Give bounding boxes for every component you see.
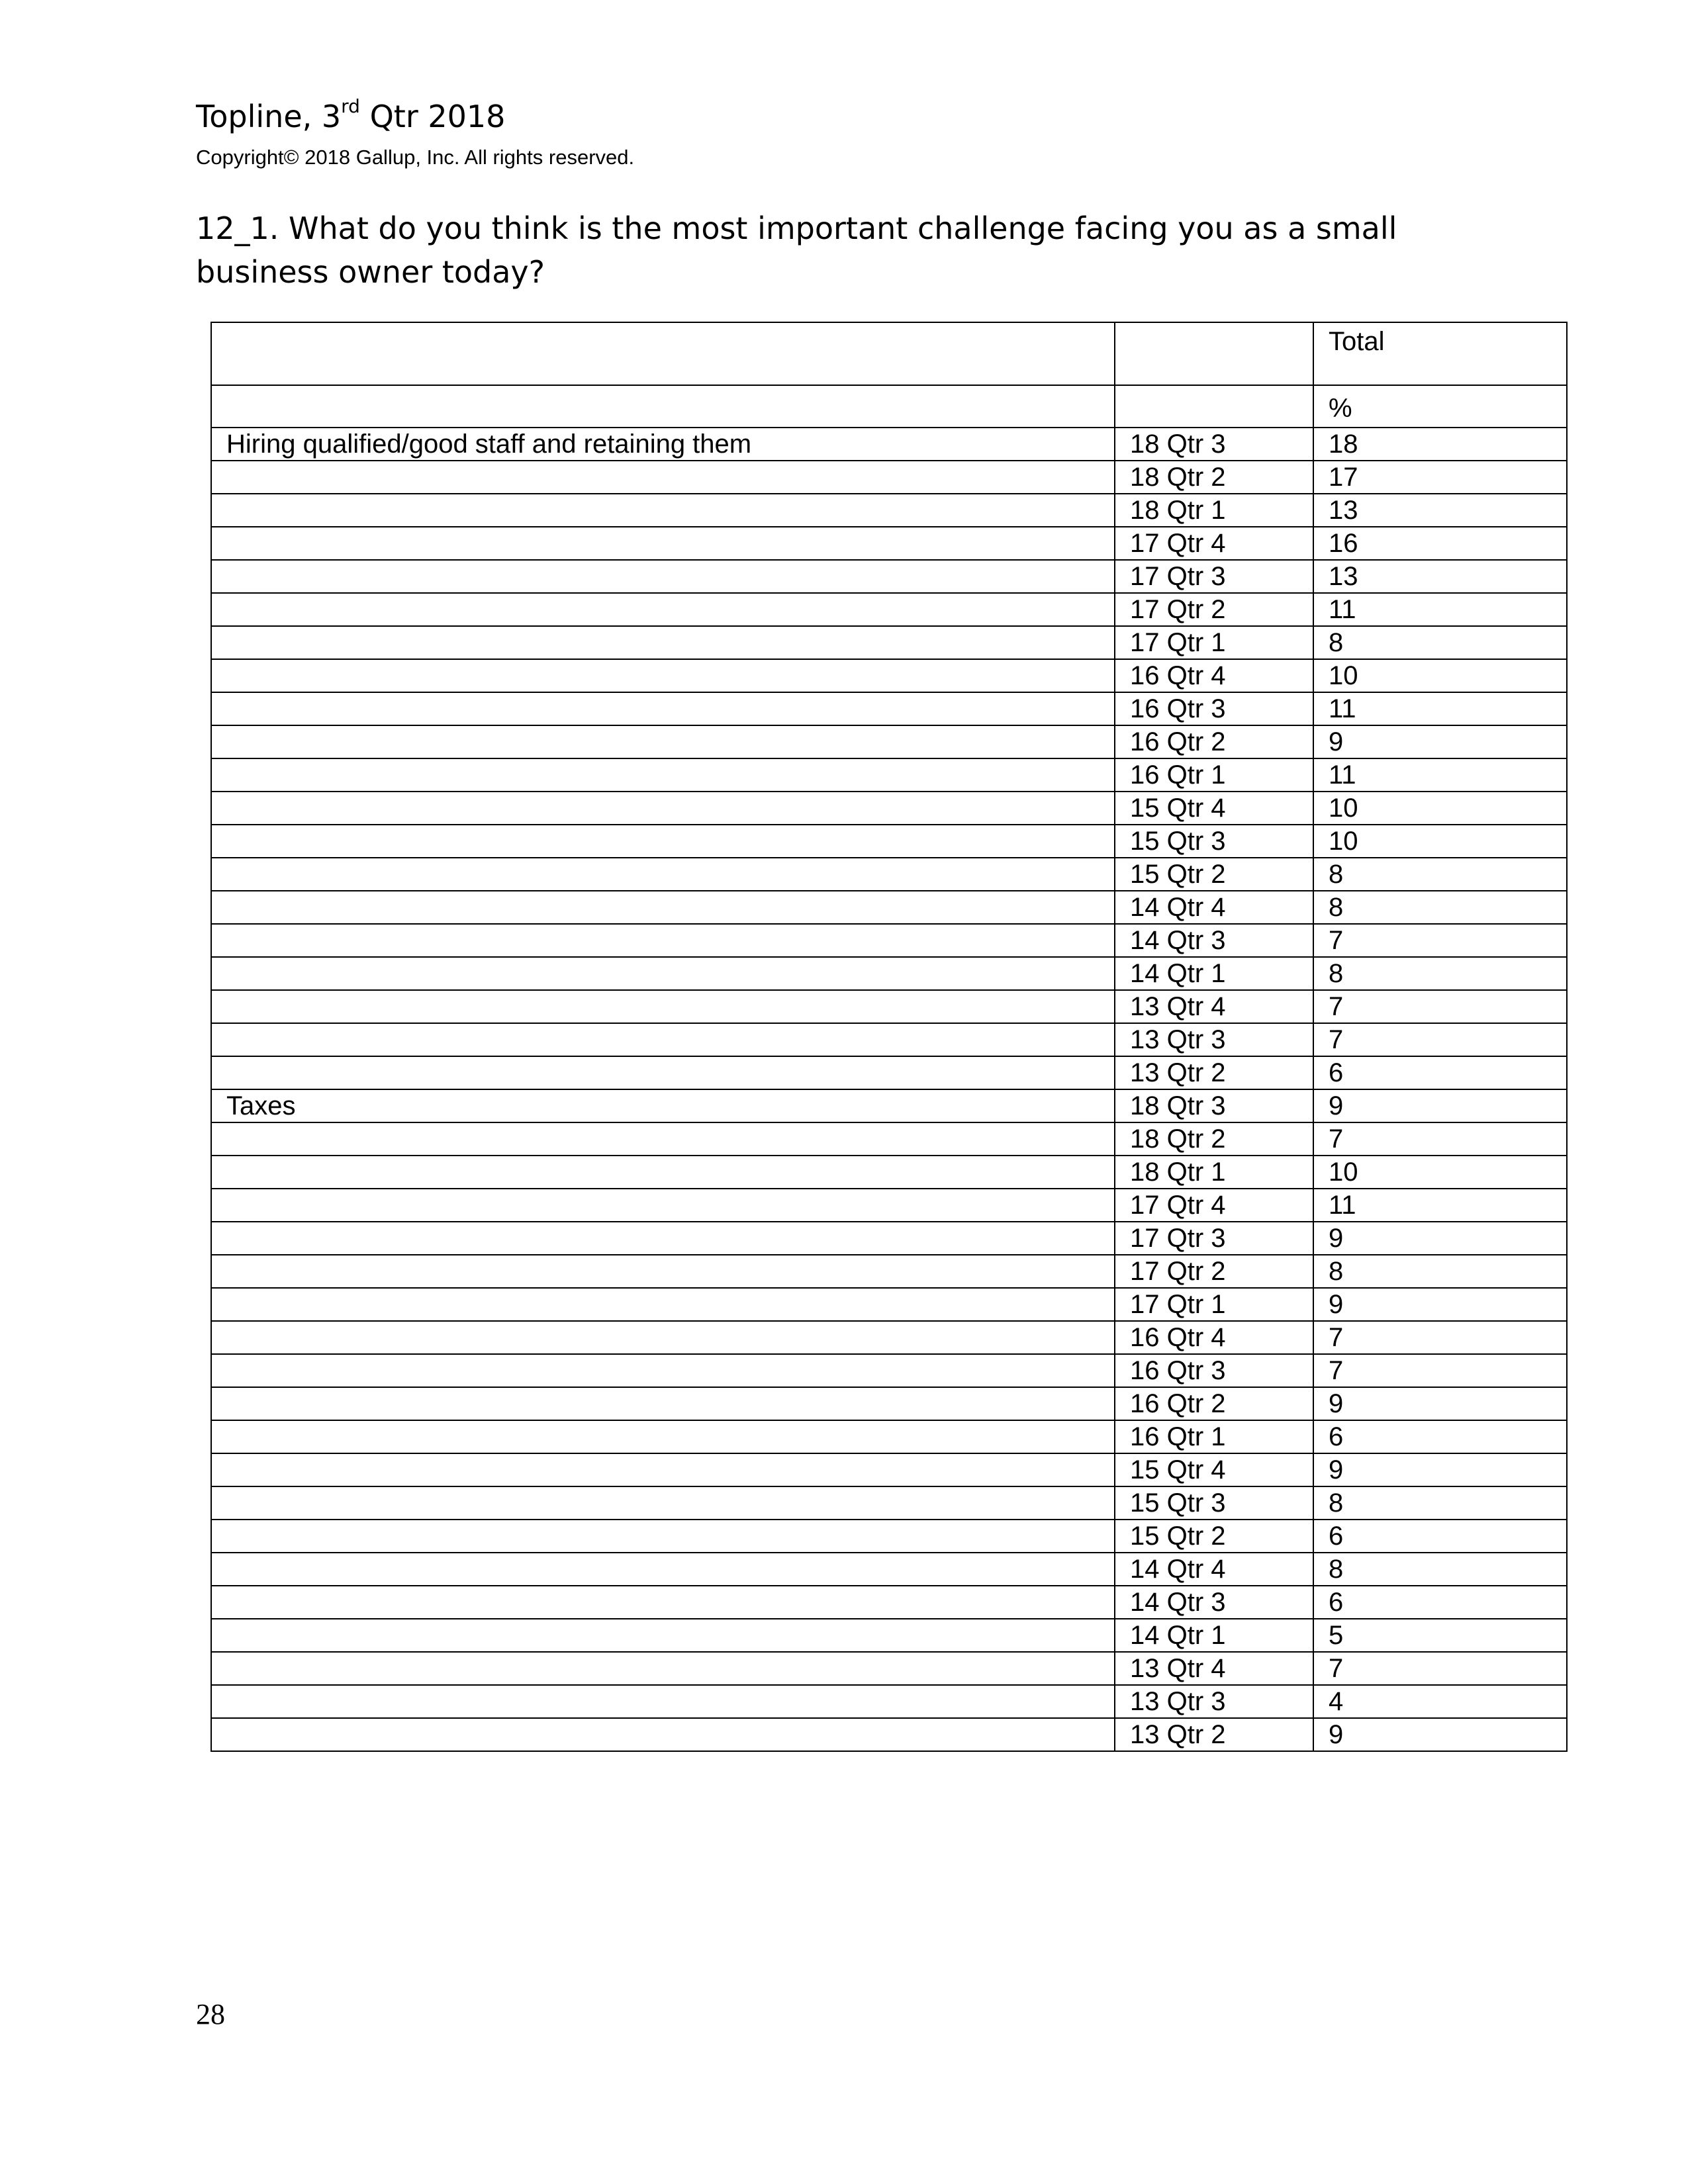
period-cell: 17 Qtr 3 — [1115, 560, 1313, 593]
title-superscript: rd — [341, 95, 360, 117]
percent-cell: 18 — [1313, 428, 1567, 461]
table-row — [211, 1089, 1567, 1122]
results-table-body — [211, 322, 1567, 1751]
period-cell: 13 Qtr 4 — [1115, 1652, 1313, 1685]
period-cell: 16 Qtr 4 — [1115, 659, 1313, 692]
percent-cell: 16 — [1313, 527, 1567, 560]
table-row — [211, 924, 1567, 957]
percent-cell: 9 — [1313, 1288, 1567, 1321]
category-label-empty — [211, 1520, 1115, 1553]
period-cell: 17 Qtr 1 — [1115, 1288, 1313, 1321]
period-cell: 14 Qtr 1 — [1115, 1619, 1313, 1652]
table-unit-row — [211, 385, 1567, 428]
category-label-empty — [211, 1288, 1115, 1321]
table-row — [211, 1586, 1567, 1619]
percent-cell: 10 — [1313, 659, 1567, 692]
percent-cell: 10 — [1313, 792, 1567, 825]
percent-cell: 6 — [1313, 1056, 1567, 1089]
category-label-empty — [211, 1619, 1115, 1652]
category-label-empty — [211, 1156, 1115, 1189]
percent-cell: 4 — [1313, 1685, 1567, 1718]
percent-cell: 8 — [1313, 1486, 1567, 1520]
period-cell: 14 Qtr 1 — [1115, 957, 1313, 990]
period-cell: 16 Qtr 1 — [1115, 1420, 1313, 1453]
category-label-empty — [211, 1685, 1115, 1718]
table-row — [211, 1156, 1567, 1189]
category-label-empty — [211, 1321, 1115, 1354]
category-label-empty — [211, 758, 1115, 792]
table-row — [211, 626, 1567, 659]
category-label-empty — [211, 659, 1115, 692]
table-row — [211, 1222, 1567, 1255]
category-label-empty — [211, 593, 1115, 626]
period-cell: 17 Qtr 2 — [1115, 1255, 1313, 1288]
category-label-empty — [211, 1387, 1115, 1420]
category-label-empty — [211, 891, 1115, 924]
category-label-empty — [211, 560, 1115, 593]
unit-header: % — [1313, 385, 1567, 428]
table-row — [211, 858, 1567, 891]
percent-cell: 8 — [1313, 626, 1567, 659]
category-label-empty — [211, 1255, 1115, 1288]
category-label-empty — [211, 1652, 1115, 1685]
period-cell: 14 Qtr 3 — [1115, 1586, 1313, 1619]
header-empty-cell — [211, 385, 1115, 428]
category-label-empty — [211, 1189, 1115, 1222]
percent-cell: 8 — [1313, 858, 1567, 891]
category-label-empty — [211, 1718, 1115, 1751]
page-number: 28 — [196, 1998, 225, 2030]
category-label-empty — [211, 1486, 1115, 1520]
percent-cell: 8 — [1313, 1553, 1567, 1586]
period-cell: 16 Qtr 3 — [1115, 692, 1313, 725]
category-label-empty — [211, 990, 1115, 1023]
period-cell: 18 Qtr 1 — [1115, 1156, 1313, 1189]
percent-cell: 11 — [1313, 593, 1567, 626]
period-cell: 16 Qtr 3 — [1115, 1354, 1313, 1387]
percent-cell: 13 — [1313, 560, 1567, 593]
percent-cell: 17 — [1313, 461, 1567, 494]
percent-cell: 8 — [1313, 1255, 1567, 1288]
period-cell: 15 Qtr 4 — [1115, 792, 1313, 825]
percent-cell: 9 — [1313, 1222, 1567, 1255]
table-row — [211, 494, 1567, 527]
percent-cell: 6 — [1313, 1586, 1567, 1619]
category-label-empty — [211, 1553, 1115, 1586]
percent-cell: 10 — [1313, 1156, 1567, 1189]
period-cell: 18 Qtr 1 — [1115, 494, 1313, 527]
table-row — [211, 1652, 1567, 1685]
period-cell: 18 Qtr 3 — [1115, 1089, 1313, 1122]
table-row — [211, 1023, 1567, 1056]
category-label-empty — [211, 1222, 1115, 1255]
percent-cell: 7 — [1313, 990, 1567, 1023]
period-cell: 13 Qtr 3 — [1115, 1685, 1313, 1718]
period-cell: 16 Qtr 2 — [1115, 1387, 1313, 1420]
table-row — [211, 1420, 1567, 1453]
table-row — [211, 792, 1567, 825]
table-row — [211, 560, 1567, 593]
period-cell: 13 Qtr 2 — [1115, 1718, 1313, 1751]
period-cell: 15 Qtr 4 — [1115, 1453, 1313, 1486]
period-cell: 15 Qtr 2 — [1115, 1520, 1313, 1553]
table-row — [211, 1718, 1567, 1751]
table-row — [211, 1056, 1567, 1089]
header-empty-cell — [1115, 322, 1313, 385]
period-cell: 14 Qtr 4 — [1115, 891, 1313, 924]
table-row — [211, 725, 1567, 758]
percent-cell: 11 — [1313, 692, 1567, 725]
category-label-empty — [211, 527, 1115, 560]
period-cell: 14 Qtr 4 — [1115, 1553, 1313, 1586]
results-table — [211, 322, 1568, 1752]
table-row — [211, 758, 1567, 792]
category-label-empty — [211, 626, 1115, 659]
period-cell: 18 Qtr 2 — [1115, 1122, 1313, 1156]
category-label-empty — [211, 494, 1115, 527]
period-cell: 15 Qtr 3 — [1115, 1486, 1313, 1520]
document-title — [196, 95, 506, 135]
title-prefix: Topline, 3 — [196, 99, 342, 134]
period-cell: 13 Qtr 2 — [1115, 1056, 1313, 1089]
table-row — [211, 891, 1567, 924]
category-label-empty — [211, 461, 1115, 494]
category-label-empty — [211, 792, 1115, 825]
period-cell: 17 Qtr 1 — [1115, 626, 1313, 659]
table-row — [211, 1486, 1567, 1520]
percent-cell: 7 — [1313, 1652, 1567, 1685]
percent-cell: 11 — [1313, 1189, 1567, 1222]
table-header-row — [211, 322, 1567, 385]
period-cell: 17 Qtr 3 — [1115, 1222, 1313, 1255]
table-row — [211, 1189, 1567, 1222]
table-row — [211, 1321, 1567, 1354]
percent-cell: 7 — [1313, 1321, 1567, 1354]
percent-cell: 8 — [1313, 957, 1567, 990]
percent-cell: 11 — [1313, 758, 1567, 792]
table-row — [211, 593, 1567, 626]
category-label: Hiring qualified/good staff and retaining them — [211, 428, 1115, 461]
percent-cell: 9 — [1313, 1089, 1567, 1122]
table-row — [211, 1122, 1567, 1156]
category-label-empty — [211, 1354, 1115, 1387]
percent-cell: 7 — [1313, 1122, 1567, 1156]
title-suffix: Qtr 2018 — [359, 99, 506, 134]
table-row — [211, 1453, 1567, 1486]
period-cell: 18 Qtr 2 — [1115, 461, 1313, 494]
question-text: 12_1. What do you think is the most important challenge facing you as a small business owner today? — [196, 210, 1397, 290]
table-row — [211, 1520, 1567, 1553]
category-label-empty — [211, 1056, 1115, 1089]
table-row — [211, 1354, 1567, 1387]
period-cell: 17 Qtr 2 — [1115, 593, 1313, 626]
percent-cell: 13 — [1313, 494, 1567, 527]
period-cell: 18 Qtr 3 — [1115, 428, 1313, 461]
table-row — [211, 659, 1567, 692]
category-label-empty — [211, 924, 1115, 957]
table-row — [211, 692, 1567, 725]
percent-cell: 7 — [1313, 1023, 1567, 1056]
period-cell: 13 Qtr 3 — [1115, 1023, 1313, 1056]
period-cell: 13 Qtr 4 — [1115, 990, 1313, 1023]
table-row — [211, 1387, 1567, 1420]
period-cell: 17 Qtr 4 — [1115, 1189, 1313, 1222]
period-cell: 17 Qtr 4 — [1115, 527, 1313, 560]
category-label: Taxes — [211, 1089, 1115, 1122]
table-row — [211, 428, 1567, 461]
period-cell: 16 Qtr 1 — [1115, 758, 1313, 792]
category-label-empty — [211, 1453, 1115, 1486]
percent-cell: 9 — [1313, 1718, 1567, 1751]
table-row — [211, 990, 1567, 1023]
table-row — [211, 825, 1567, 858]
category-label-empty — [211, 1122, 1115, 1156]
percent-cell: 7 — [1313, 924, 1567, 957]
percent-cell: 5 — [1313, 1619, 1567, 1652]
category-label-empty — [211, 825, 1115, 858]
percent-cell: 6 — [1313, 1420, 1567, 1453]
table-row — [211, 1685, 1567, 1718]
header-empty-cell — [211, 322, 1115, 385]
table-row — [211, 1553, 1567, 1586]
period-cell: 16 Qtr 4 — [1115, 1321, 1313, 1354]
percent-cell: 10 — [1313, 825, 1567, 858]
table-row — [211, 1288, 1567, 1321]
category-label-empty — [211, 692, 1115, 725]
period-cell: 15 Qtr 2 — [1115, 858, 1313, 891]
category-label-empty — [211, 1023, 1115, 1056]
category-label-empty — [211, 725, 1115, 758]
category-label-empty — [211, 957, 1115, 990]
category-label-empty — [211, 1586, 1115, 1619]
table-row — [211, 1255, 1567, 1288]
copyright-notice: Copyright© 2018 Gallup, Inc. All rights reserved. — [196, 146, 635, 169]
total-header: Total — [1313, 322, 1567, 385]
table-row — [211, 1619, 1567, 1652]
header-empty-cell — [1115, 385, 1313, 428]
table-row — [211, 957, 1567, 990]
category-label-empty — [211, 858, 1115, 891]
period-cell: 15 Qtr 3 — [1115, 825, 1313, 858]
percent-cell: 7 — [1313, 1354, 1567, 1387]
percent-cell: 9 — [1313, 1453, 1567, 1486]
period-cell: 14 Qtr 3 — [1115, 924, 1313, 957]
percent-cell: 6 — [1313, 1520, 1567, 1553]
period-cell: 16 Qtr 2 — [1115, 725, 1313, 758]
percent-cell: 8 — [1313, 891, 1567, 924]
category-label-empty — [211, 1420, 1115, 1453]
table-row — [211, 527, 1567, 560]
percent-cell: 9 — [1313, 1387, 1567, 1420]
table-row — [211, 461, 1567, 494]
percent-cell: 9 — [1313, 725, 1567, 758]
